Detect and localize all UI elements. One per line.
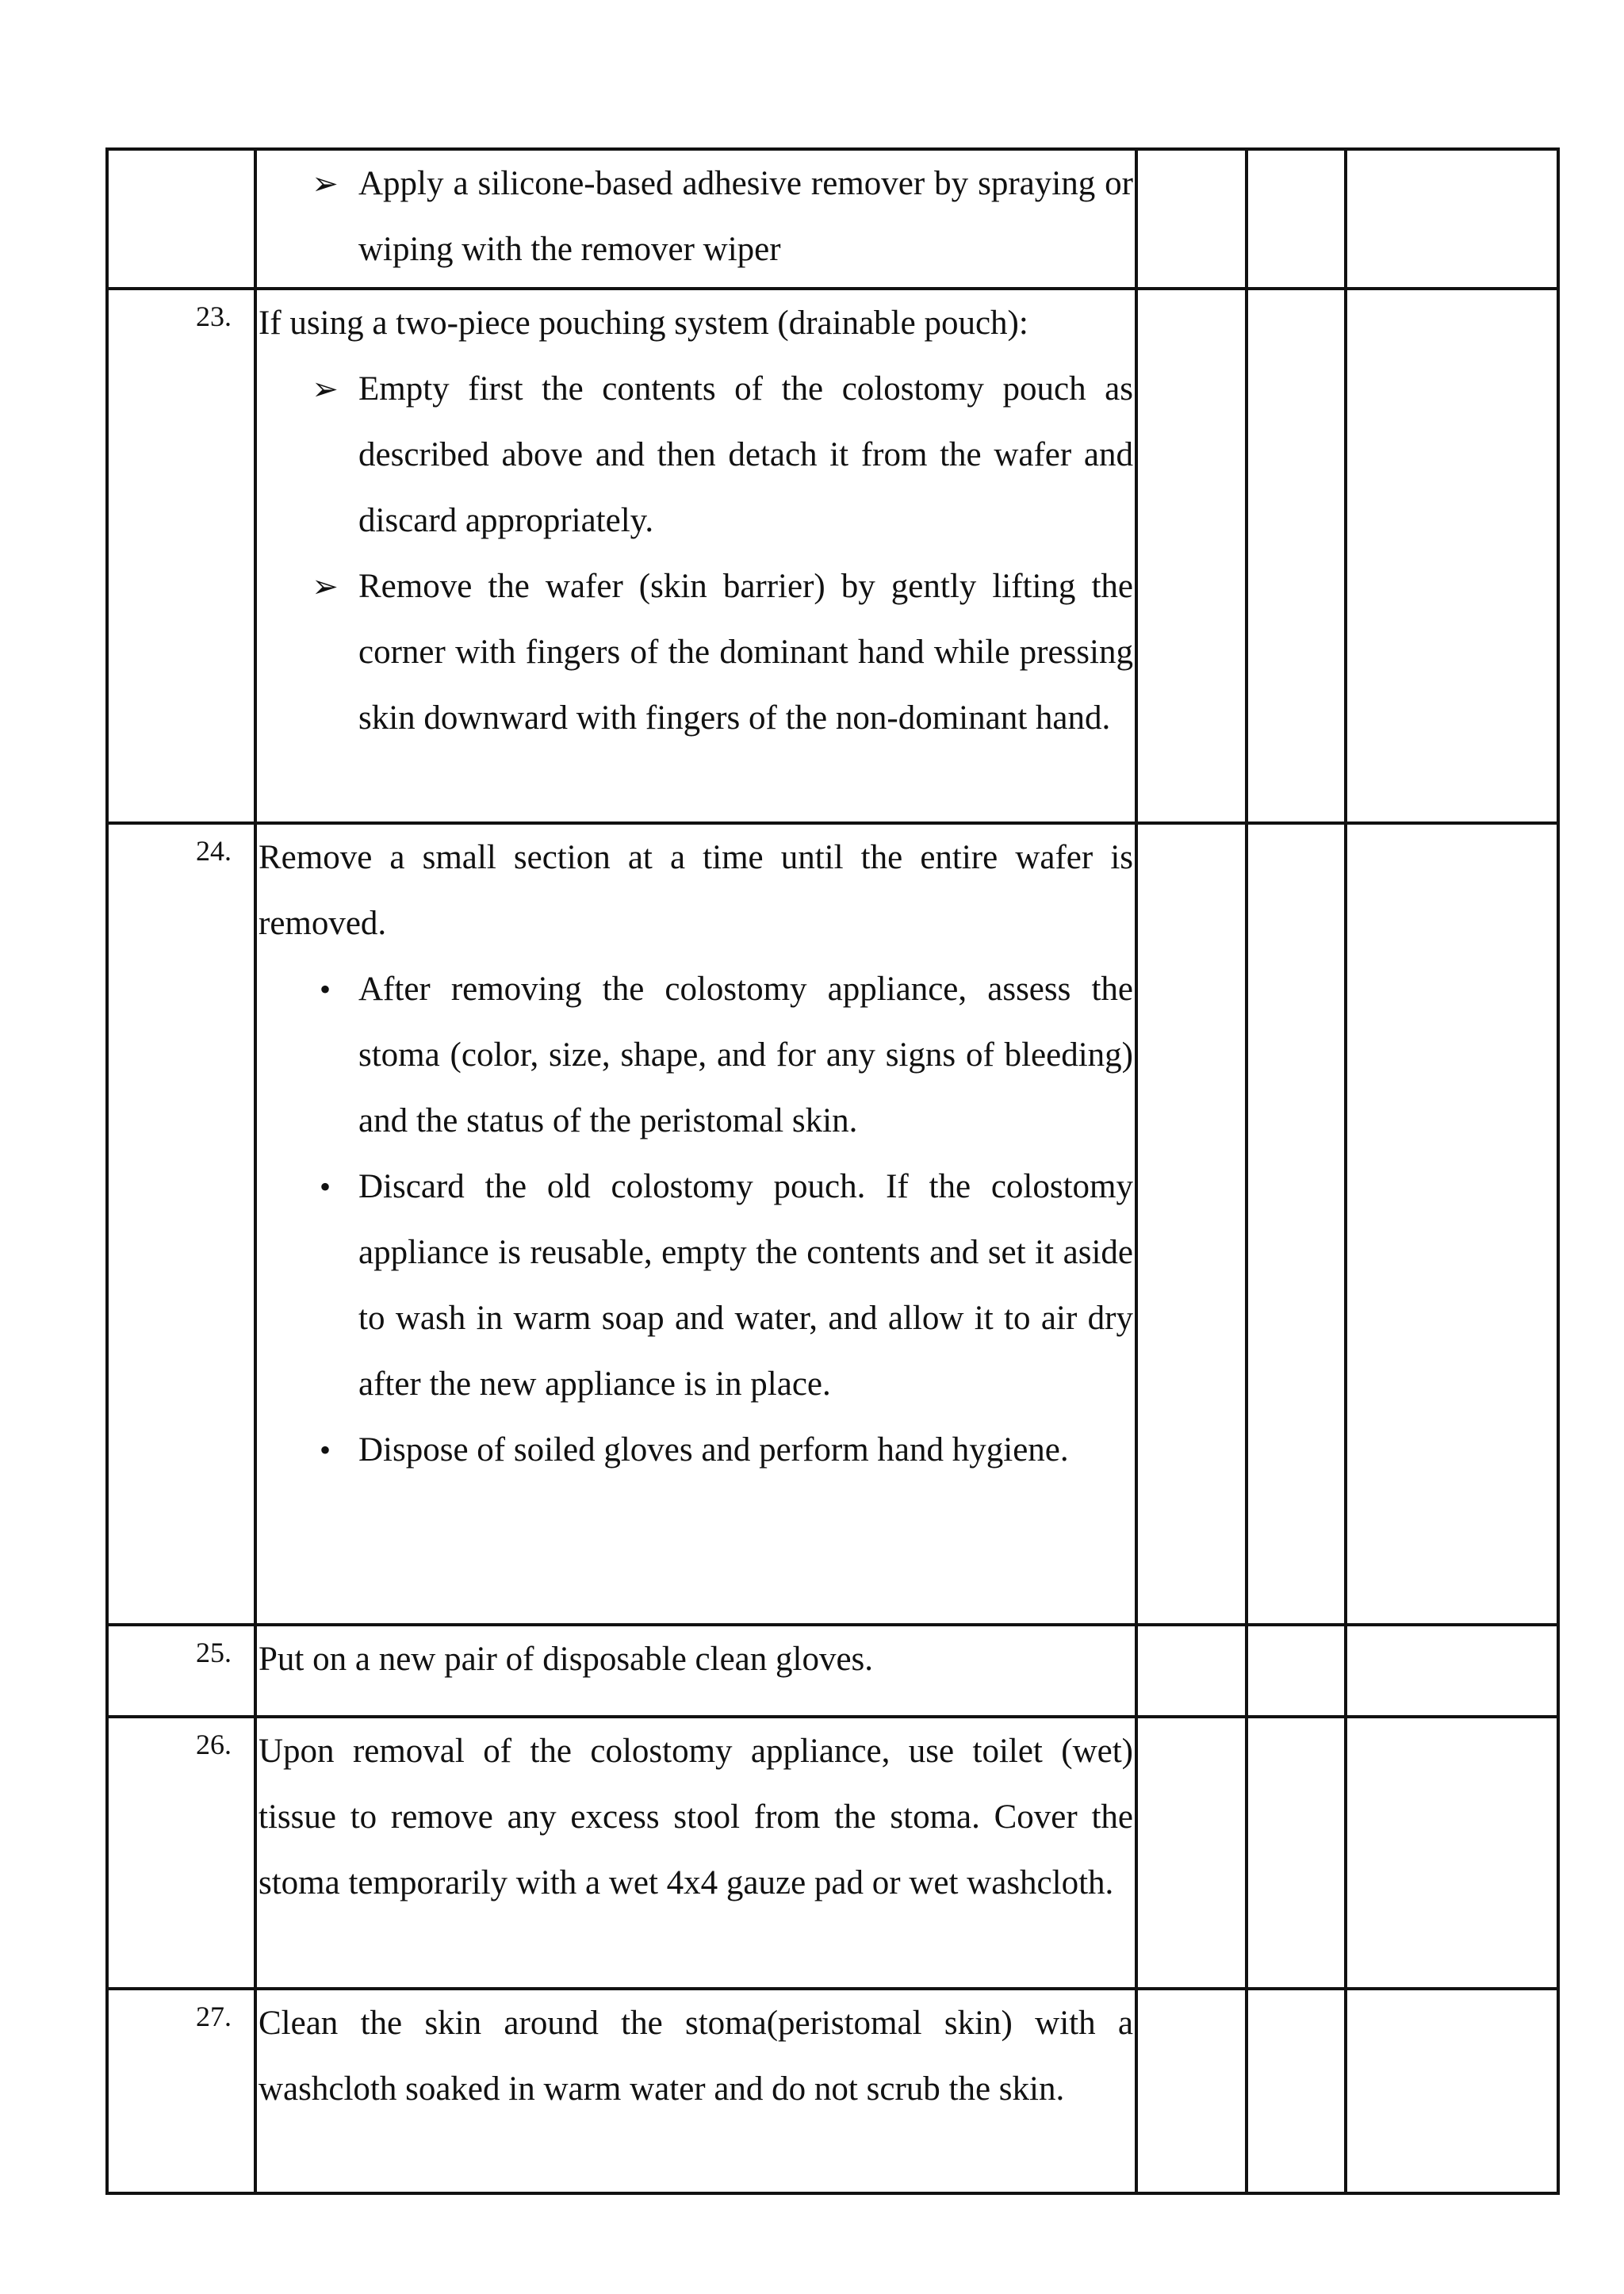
step-text: Put on a new pair of disposable clean gloves. <box>259 1641 874 1678</box>
check-cell-1 <box>1136 1989 1247 2193</box>
step-cell <box>255 149 1136 289</box>
step-number: 27. <box>107 1989 255 2193</box>
bullet-icon: • <box>319 1432 331 1468</box>
arrow-bullet-icon: ➢ <box>312 166 339 201</box>
check-cell-2 <box>1247 149 1346 289</box>
table-row <box>107 1989 1558 2193</box>
step-cell <box>255 1989 1136 2193</box>
list-item: • After removing the colostomy appliance, assess the stoma (color, size, shape, and for any signs of bleeding) and the status of the peristomal skin. <box>358 956 1133 1154</box>
step-text: If using a two-piece pouching system (drainable pouch): <box>259 304 1028 342</box>
remarks-cell <box>1346 1717 1558 1989</box>
list-item: ➢ Empty first the contents of the colostomy pouch as described above and then detach it from the wafer and discard appropriately. <box>358 356 1133 553</box>
bullet-icon: • <box>319 971 331 1007</box>
list-item: ➢ Remove the wafer (skin barrier) by gently lifting the corner with fingers of the dominant hand while pressing skin downward with fingers of the non-dominant hand. <box>358 553 1133 751</box>
check-cell-2 <box>1247 1625 1346 1717</box>
check-cell-1 <box>1136 1717 1247 1989</box>
remarks-cell <box>1346 149 1558 289</box>
remarks-cell <box>1346 289 1558 823</box>
remarks-cell <box>1346 823 1558 1625</box>
check-cell-2 <box>1247 1989 1346 2193</box>
remarks-cell <box>1346 1989 1558 2193</box>
step-number: 24. <box>107 823 255 1625</box>
list-item: ➢ Apply a silicone-based adhesive remover by spraying or wiping with the remover wiper <box>358 151 1133 282</box>
step-number: 26. <box>107 1717 255 1989</box>
bullet-icon: • <box>319 1169 331 1204</box>
step-cell <box>255 823 1136 1625</box>
table-row <box>107 823 1558 1625</box>
check-cell-1 <box>1136 1625 1247 1717</box>
list-item: • Dispose of soiled gloves and perform hand hygiene. <box>358 1417 1133 1483</box>
step-cell <box>255 1717 1136 1989</box>
check-cell-2 <box>1247 289 1346 823</box>
check-cell-1 <box>1136 823 1247 1625</box>
check-cell-1 <box>1136 289 1247 823</box>
table-row <box>107 289 1558 823</box>
step-cell <box>255 289 1136 823</box>
step-number <box>107 149 255 289</box>
step-number: 23. <box>107 289 255 823</box>
table-row <box>107 149 1558 289</box>
remarks-cell <box>1346 1625 1558 1717</box>
table-row <box>107 1625 1558 1717</box>
step-number: 25. <box>107 1625 255 1717</box>
arrow-bullet-icon: ➢ <box>312 371 339 407</box>
check-cell-2 <box>1247 823 1346 1625</box>
arrow-bullet-icon: ➢ <box>312 569 339 604</box>
list-item: • Discard the old colostomy pouch. If the colostomy appliance is reusable, empty the contents and set it aside to wash in warm soap and water, and allow it to air dry after the new appliance is in place. <box>358 1154 1133 1417</box>
step-text: Clean the skin around the stoma(peristomal skin) with a washcloth soaked in warm water and do not scrub the skin. <box>259 2005 1133 2108</box>
check-cell-1 <box>1136 149 1247 289</box>
check-cell-2 <box>1247 1717 1346 1989</box>
table-row <box>107 1717 1558 1989</box>
step-cell <box>255 1625 1136 1717</box>
step-text: Upon removal of the colostomy appliance, use toilet (wet) tissue to remove any excess stool from the stoma. Cover the stoma temporarily with a wet 4x4 gauze pad or wet washcloth. <box>259 1733 1133 1901</box>
procedure-checklist-table <box>105 147 1560 2195</box>
step-text: Remove a small section at a time until the entire wafer is removed. <box>259 839 1133 942</box>
